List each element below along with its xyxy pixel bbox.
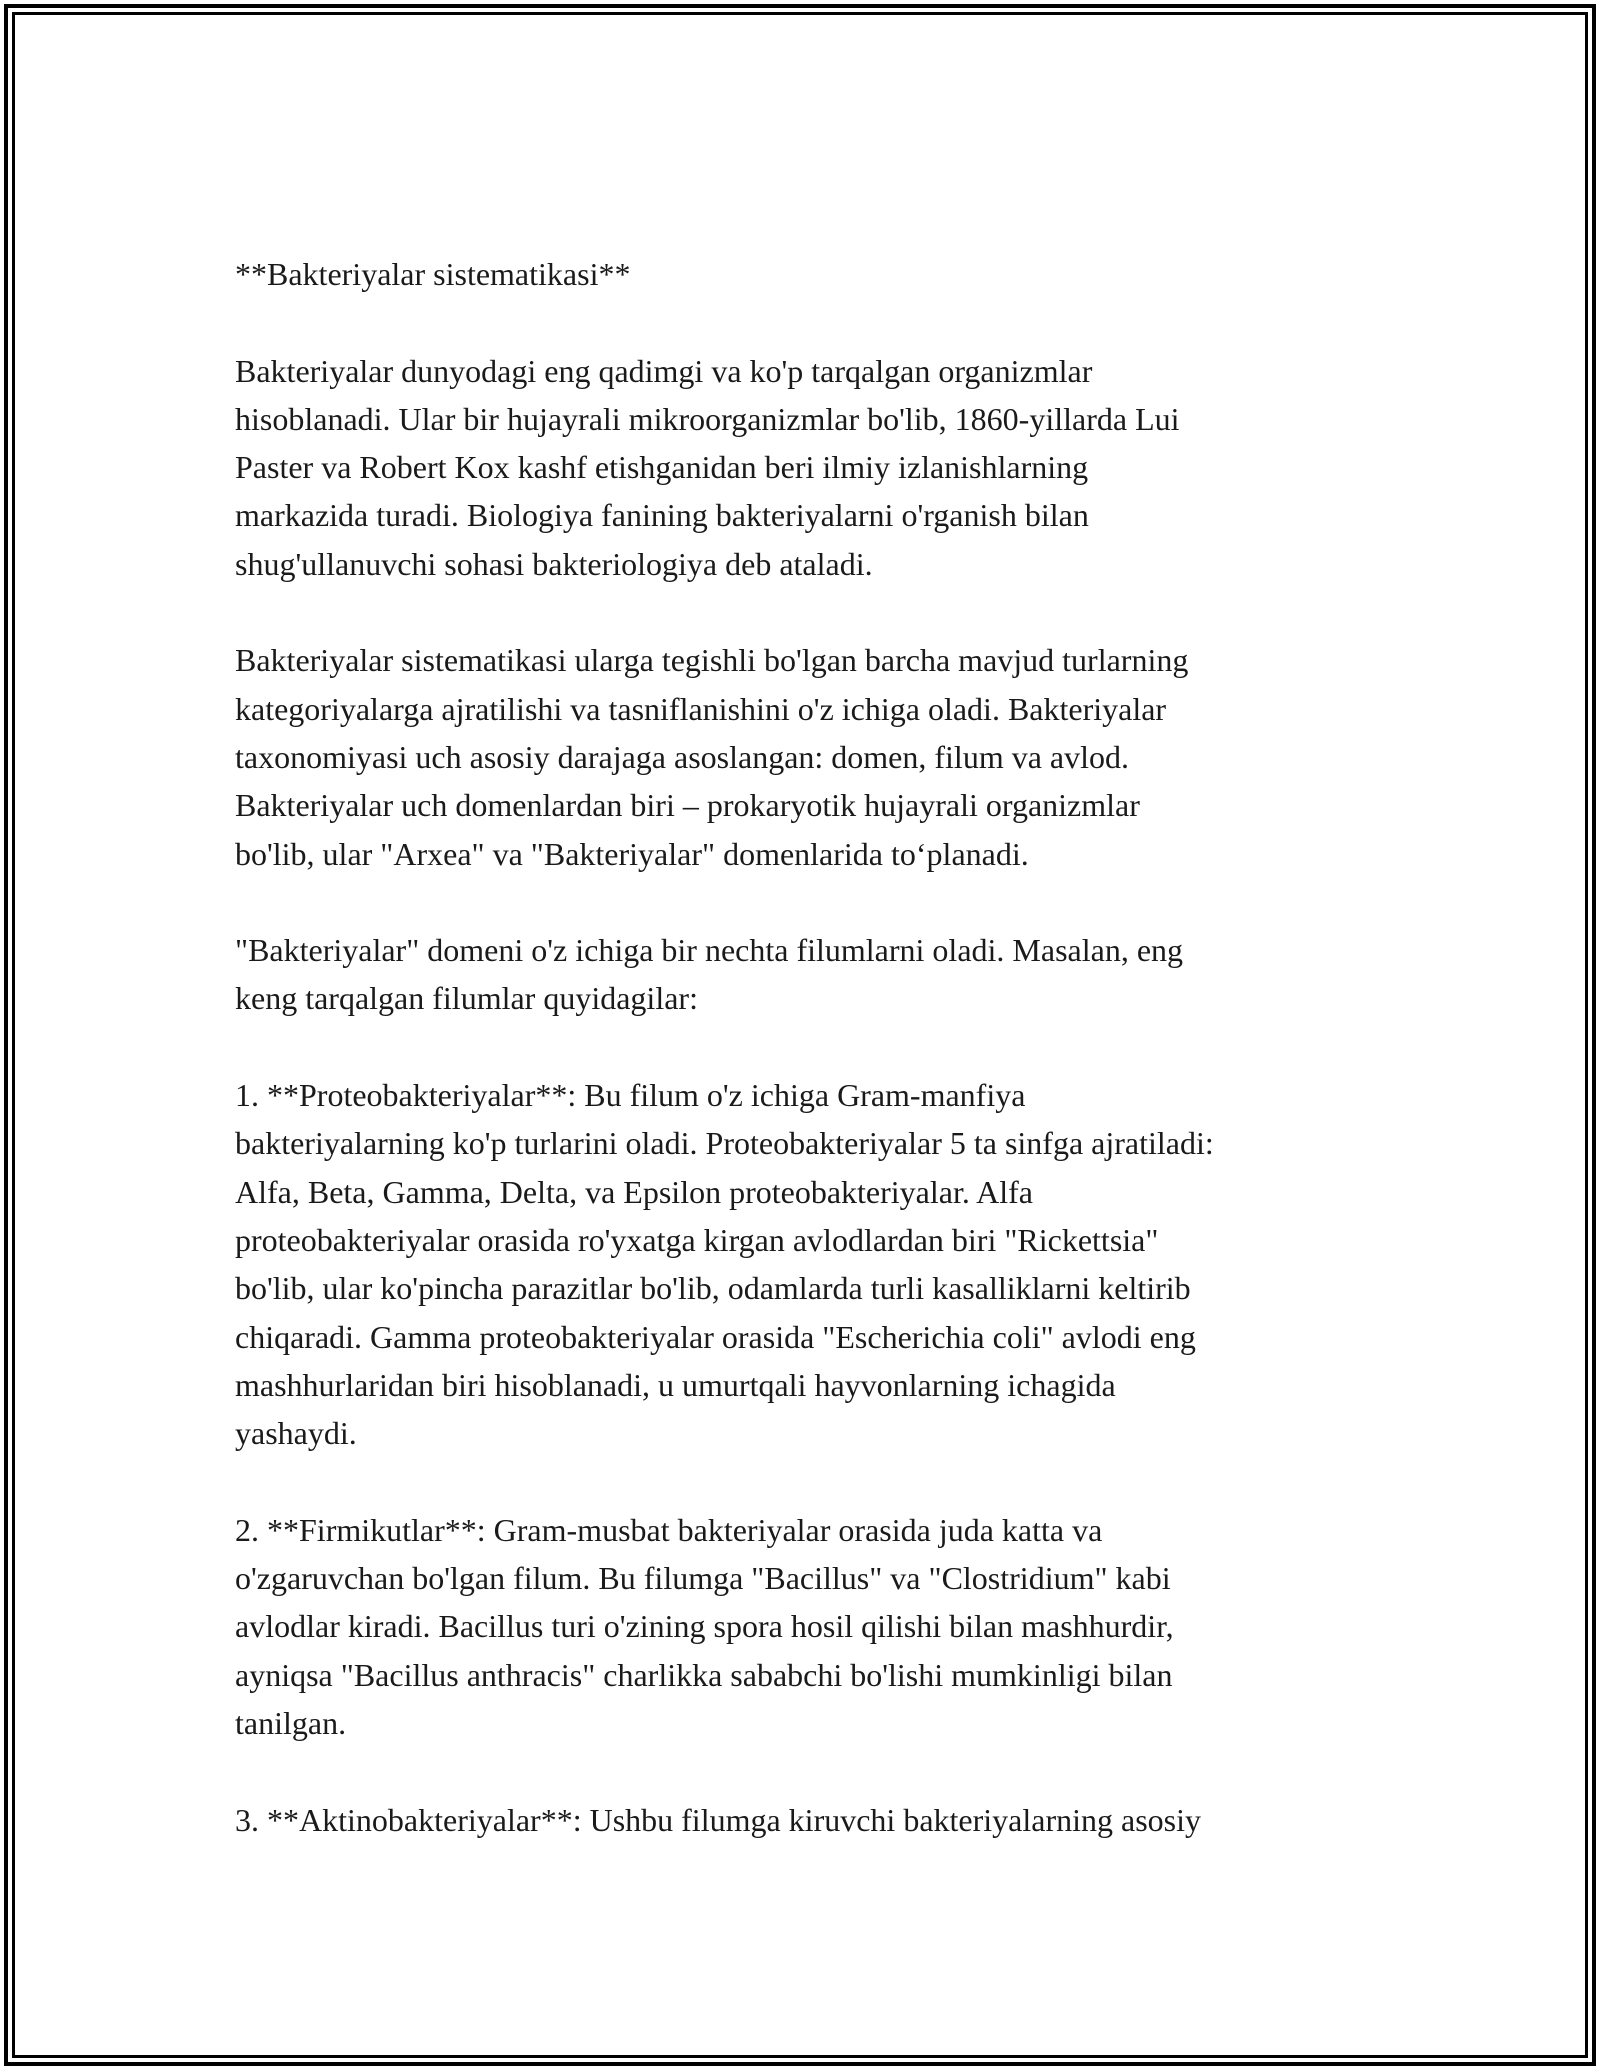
text-line: Alfa, Beta, Gamma, Delta, va Epsilon proteobakteriyalar. Alfa [235,1173,1033,1210]
text-line: o'zgaruvchan bo'lgan filum. Bu filumga "Bacillus" va "Clostridium" kabi [235,1560,1171,1597]
text-line: 1. **Proteobakteriyalar**: Bu filum o'z ichiga Gram-manfiya [235,1077,1026,1114]
text-line: **Bakteriyalar sistematikasi** [235,256,631,292]
text-line: bo'lib, ular "Arxea" va "Bakteriyalar" domenlarida to‘planadi. [235,835,1029,872]
document-title [235,250,1370,298]
text-line: taxonomiyasi uch asosiy darajaga asoslangan: domen, filum va avlod. [235,738,1129,775]
text-line: avlodlar kiradi. Bacillus turi o'zining spora hosil qilishi bilan mashhurdir, [235,1608,1174,1645]
text-line: hisoblanadi. Ular bir hujayrali mikroorganizmlar bo'lib, 1860-yillarda Lui [235,400,1180,437]
text-line: 2. **Firmikutlar**: Gram-musbat bakteriyalar orasida juda katta va [235,1511,1103,1548]
list-item-firmicutes [235,1506,1370,1747]
text-line: markazida turadi. Biologiya fanining bakteriyalarni o'rganish bilan [235,497,1089,534]
text-line: shug'ullanuvchi sohasi bakteriologiya deb ataladi. [235,545,873,582]
list-item-actinobacteria [235,1796,1370,1844]
text-line: "Bakteriyalar" domeni o'z ichiga bir nechta filumlarni oladi. Masalan, eng [235,932,1184,969]
text-line: tanilgan. [235,1704,347,1741]
text-line: Bakteriyalar uch domenlardan biri – prokaryotik hujayrali organizmlar [235,787,1140,824]
text-line: ayniqsa "Bacillus anthracis" charlikka sababchi bo'lishi mumkinligi bilan [235,1656,1173,1693]
text-line: keng tarqalgan filumlar quyidagilar: [235,980,698,1017]
text-line: 3. **Aktinobakteriyalar**: Ushbu filumga kiruvchi bakteriyalarning asosiy [235,1801,1201,1838]
text-line: Paster va Robert Kox kashf etishganidan beri ilmiy izlanishlarning [235,449,1089,486]
paragraph-systematics [235,636,1370,877]
paragraph-domain [235,926,1370,1023]
text-line: kategoriyalarga ajratilishi va tasniflanishini o'z ichiga oladi. Bakteriyalar [235,690,1167,727]
paragraph-intro [235,347,1370,588]
text-line: bakteriyalarning ko'p turlarini oladi. Proteobakteriyalar 5 ta sinfga ajratiladi: [235,1125,1214,1162]
text-line: Bakteriyalar sistematikasi ularga tegishli bo'lgan barcha mavjud turlarning [235,642,1189,679]
text-line: proteobakteriyalar orasida ro'yxatga kirgan avlodlardan biri "Rickettsia" [235,1221,1159,1258]
text-line: mashhurlaridan biri hisoblanadi, u umurtqali hayvonlarning ichagida [235,1366,1116,1403]
text-line: yashaydi. [235,1415,357,1452]
document-body [235,250,1370,1844]
text-line: Bakteriyalar dunyodagi eng qadimgi va ko'p tarqalgan organizmlar [235,352,1093,389]
text-line: chiqaradi. Gamma proteobakteriyalar orasida "Escherichia coli" avlodi eng [235,1318,1196,1355]
list-item-proteobacteria [235,1071,1370,1457]
text-line: bo'lib, ular ko'pincha parazitlar bo'lib, odamlarda turli kasalliklarni keltirib [235,1270,1191,1307]
